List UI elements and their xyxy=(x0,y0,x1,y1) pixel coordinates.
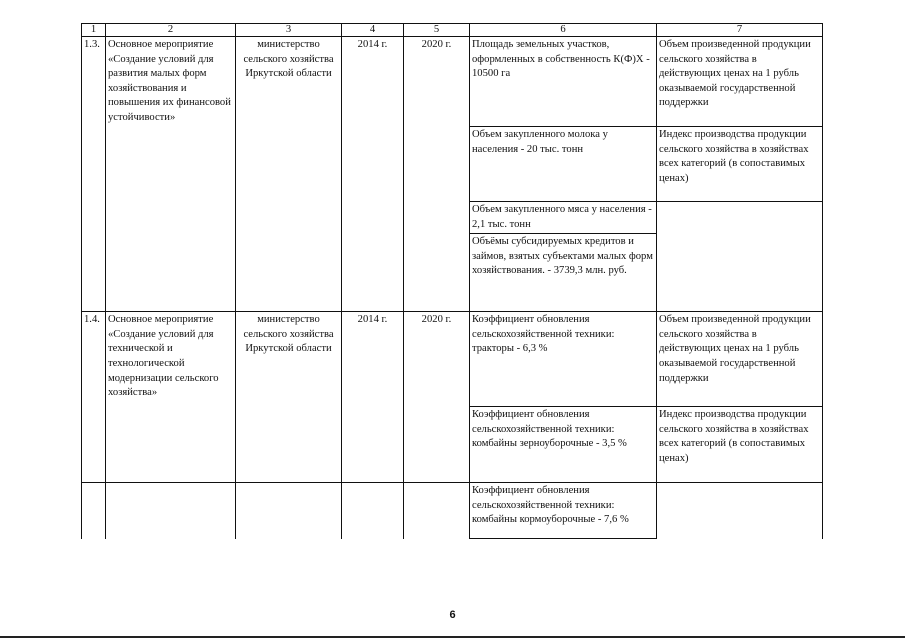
indicator-cell: Коэффициент обновления сельскохозяйственной техники: тракторы - 6,3 % xyxy=(470,312,657,407)
empty-cell xyxy=(82,483,106,539)
target-indicator-cell: Объем произведенной продукции сельского хозяйства в действующих ценах на 1 рубль оказываемой государственной поддержки xyxy=(657,37,823,127)
measure-start-year: 2014 г. xyxy=(342,312,404,483)
measure-executor: министерство сельского хозяйства Иркутской области xyxy=(236,312,342,483)
scan-edge-line xyxy=(0,636,905,638)
indicator-cell: Коэффициент обновления сельскохозяйственной техники: комбайны кормоуборочные - 7,6 % xyxy=(470,483,657,539)
column-number-row xyxy=(82,24,823,37)
table-row xyxy=(82,483,823,539)
col-header-3: 3 xyxy=(236,24,342,37)
indicator-cell: Коэффициент обновления сельскохозяйственной техники: комбайны зерноуборочные - 3,5 % xyxy=(470,407,657,483)
measure-end-year: 2020 г. xyxy=(404,37,470,312)
empty-target-cell xyxy=(657,202,823,312)
measure-executor: министерство сельского хозяйства Иркутской области xyxy=(236,37,342,312)
col-header-1: 1 xyxy=(82,24,106,37)
indicator-cell: Объем закупленного молока у населения - 20 тыс. тонн xyxy=(470,127,657,202)
target-indicator-cell: Объем произведенной продукции сельского хозяйства в действующих ценах на 1 рубль оказываемой государственной поддержки xyxy=(657,312,823,407)
col-header-7: 7 xyxy=(657,24,823,37)
col-header-2: 2 xyxy=(106,24,236,37)
page-number: 6 xyxy=(449,609,456,621)
measure-name: Основное мероприятие «Создание условий для развития малых форм хозяйствования и повышения их финансовой устойчивости» xyxy=(106,37,236,312)
measure-number: 1.4. xyxy=(82,312,106,483)
measure-end-year: 2020 г. xyxy=(404,312,470,483)
col-header-6: 6 xyxy=(470,24,657,37)
target-indicator-cell: Индекс производства продукции сельского хозяйства в хозяйствах всех категорий (в сопоставимых ценах) xyxy=(657,407,823,483)
indicator-cell: Площадь земельных участков, оформленных в собственность К(Ф)Х - 10500 га xyxy=(470,37,657,127)
empty-cell xyxy=(106,483,236,539)
measures-table xyxy=(81,23,823,539)
measure-number: 1.3. xyxy=(82,37,106,312)
table-row xyxy=(82,37,823,127)
empty-cell xyxy=(236,483,342,539)
table-row xyxy=(82,312,823,407)
empty-cell xyxy=(657,483,823,539)
measure-start-year: 2014 г. xyxy=(342,37,404,312)
indicator-cell: Объёмы субсидируемых кредитов и займов, взятых субъектами малых форм хозяйствования. - 3739,3 млн. руб. xyxy=(470,234,657,312)
empty-cell xyxy=(342,483,404,539)
col-header-4: 4 xyxy=(342,24,404,37)
target-indicator-cell: Индекс производства продукции сельского хозяйства в хозяйствах всех категорий (в сопоставимых ценах) xyxy=(657,127,823,202)
measure-name: Основное мероприятие «Создание условий для технической и технологической модернизации сельского хозяйства» xyxy=(106,312,236,483)
empty-cell xyxy=(404,483,470,539)
indicator-cell: Объем закупленного мяса у населения - 2,1 тыс. тонн xyxy=(470,202,657,234)
col-header-5: 5 xyxy=(404,24,470,37)
